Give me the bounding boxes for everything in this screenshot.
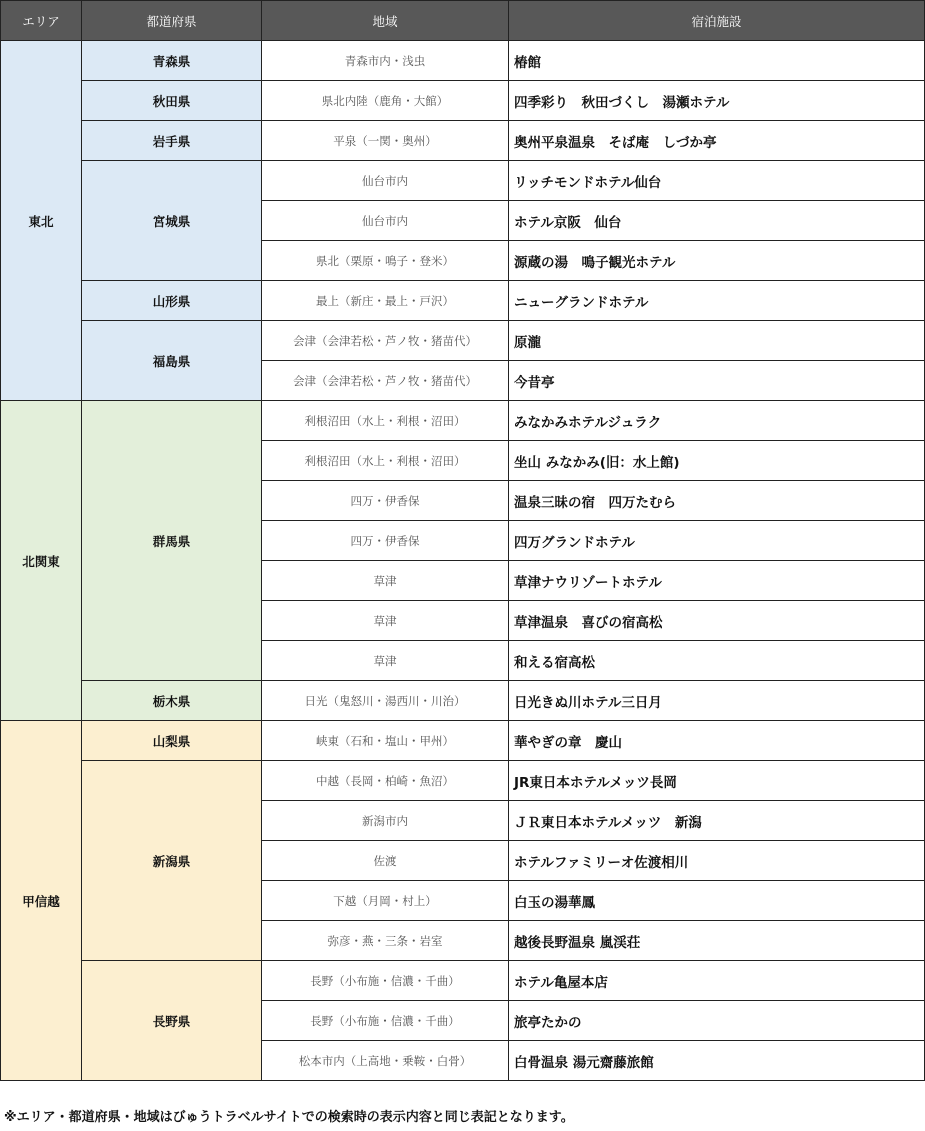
area-cell: 甲信越 <box>1 721 82 1081</box>
region-cell: 弥彦・燕・三条・岩室 <box>262 921 509 961</box>
region-cell: 中越（長岡・柏崎・魚沼） <box>262 761 509 801</box>
hotel-cell: JR東日本ホテルメッツ長岡 <box>509 761 925 801</box>
hotel-cell: 白玉の湯華鳳 <box>509 881 925 921</box>
table-row <box>1 401 925 441</box>
prefecture-cell: 青森県 <box>82 41 262 81</box>
region-cell: 利根沼田（水上・利根・沼田） <box>262 401 509 441</box>
region-cell: 青森市内・浅虫 <box>262 41 509 81</box>
region-cell: 新潟市内 <box>262 801 509 841</box>
hotel-cell: 四万グランドホテル <box>509 521 925 561</box>
region-cell: 草津 <box>262 561 509 601</box>
prefecture-cell: 山形県 <box>82 281 262 321</box>
region-cell: 県北内陸（鹿角・大館） <box>262 81 509 121</box>
hotel-cell: 越後長野温泉 嵐渓荘 <box>509 921 925 961</box>
prefecture-cell: 岩手県 <box>82 121 262 161</box>
header-area: エリア <box>1 1 82 41</box>
region-cell: 松本市内（上高地・乗鞍・白骨） <box>262 1041 509 1081</box>
header-hotel: 宿泊施設 <box>509 1 925 41</box>
table-row <box>1 281 925 321</box>
hotel-cell: 旅亭たかの <box>509 1001 925 1041</box>
hotel-cell: 椿館 <box>509 41 925 81</box>
region-cell: 県北（栗原・鳴子・登米） <box>262 241 509 281</box>
region-cell: 四万・伊香保 <box>262 521 509 561</box>
hotel-cell: ホテル亀屋本店 <box>509 961 925 1001</box>
hotel-cell: リッチモンドホテル仙台 <box>509 161 925 201</box>
table-row <box>1 161 925 201</box>
table-row <box>1 761 925 801</box>
hotel-cell: 和える宿高松 <box>509 641 925 681</box>
region-cell: 長野（小布施・信濃・千曲） <box>262 1001 509 1041</box>
hotel-cell: 今昔亭 <box>509 361 925 401</box>
table-row <box>1 81 925 121</box>
region-cell: 峡東（石和・塩山・甲州） <box>262 721 509 761</box>
hotel-cell: 奥州平泉温泉 そば庵 しづか亭 <box>509 121 925 161</box>
area-cell: 北関東 <box>1 401 82 721</box>
table-row <box>1 41 925 81</box>
prefecture-cell: 栃木県 <box>82 681 262 721</box>
prefecture-cell: 宮城県 <box>82 161 262 281</box>
hotel-cell: 華やぎの章 慶山 <box>509 721 925 761</box>
table-row <box>1 321 925 361</box>
region-cell: 最上（新庄・最上・戸沢） <box>262 281 509 321</box>
hotel-cell: 白骨温泉 湯元齋藤旅館 <box>509 1041 925 1081</box>
region-cell: 利根沼田（水上・利根・沼田） <box>262 441 509 481</box>
hotel-cell: 坐山 みなかみ(旧：水上館) <box>509 441 925 481</box>
hotel-cell: ホテルファミリーオ佐渡相川 <box>509 841 925 881</box>
prefecture-cell: 秋田県 <box>82 81 262 121</box>
hotel-cell: 草津温泉 喜びの宿高松 <box>509 601 925 641</box>
table-row <box>1 121 925 161</box>
region-cell: 仙台市内 <box>262 201 509 241</box>
header-region: 地域 <box>262 1 509 41</box>
hotel-cell: 温泉三昧の宿 四万たむら <box>509 481 925 521</box>
footnote: ※エリア・都道府県・地域はびゅうトラベルサイトでの検索時の表示内容と同じ表記となります。 <box>4 1110 574 1125</box>
region-cell: 会津（会津若松・芦ノ牧・猪苗代） <box>262 361 509 401</box>
prefecture-cell: 新潟県 <box>82 761 262 961</box>
region-cell: 長野（小布施・信濃・千曲） <box>262 961 509 1001</box>
prefecture-cell: 山梨県 <box>82 721 262 761</box>
region-cell: 草津 <box>262 641 509 681</box>
area-cell: 東北 <box>1 41 82 401</box>
hotel-cell: 草津ナウリゾートホテル <box>509 561 925 601</box>
header-prefecture: 都道府県 <box>82 1 262 41</box>
region-cell: 草津 <box>262 601 509 641</box>
hotel-cell: 四季彩り 秋田づくし 湯瀬ホテル <box>509 81 925 121</box>
table-row <box>1 681 925 721</box>
region-cell: 下越（月岡・村上） <box>262 881 509 921</box>
region-cell: 四万・伊香保 <box>262 481 509 521</box>
hotel-cell: 原瀧 <box>509 321 925 361</box>
hotel-cell: ＪＲ東日本ホテルメッツ 新潟 <box>509 801 925 841</box>
hotel-cell: ニューグランドホテル <box>509 281 925 321</box>
region-cell: 平泉（一関・奥州） <box>262 121 509 161</box>
prefecture-cell: 長野県 <box>82 961 262 1081</box>
hotel-cell: ホテル京阪 仙台 <box>509 201 925 241</box>
table-body <box>1 41 925 1081</box>
table-row <box>1 721 925 761</box>
region-cell: 佐渡 <box>262 841 509 881</box>
region-cell: 会津（会津若松・芦ノ牧・猪苗代） <box>262 321 509 361</box>
table-row <box>1 961 925 1001</box>
hotel-cell: 源蔵の湯 鳴子観光ホテル <box>509 241 925 281</box>
prefecture-cell: 福島県 <box>82 321 262 401</box>
region-cell: 仙台市内 <box>262 161 509 201</box>
prefecture-cell: 群馬県 <box>82 401 262 681</box>
hotel-cell: みなかみホテルジュラク <box>509 401 925 441</box>
header-row <box>1 1 925 41</box>
hotel-cell: 日光きぬ川ホテル三日月 <box>509 681 925 721</box>
region-cell: 日光（鬼怒川・湯西川・川治） <box>262 681 509 721</box>
